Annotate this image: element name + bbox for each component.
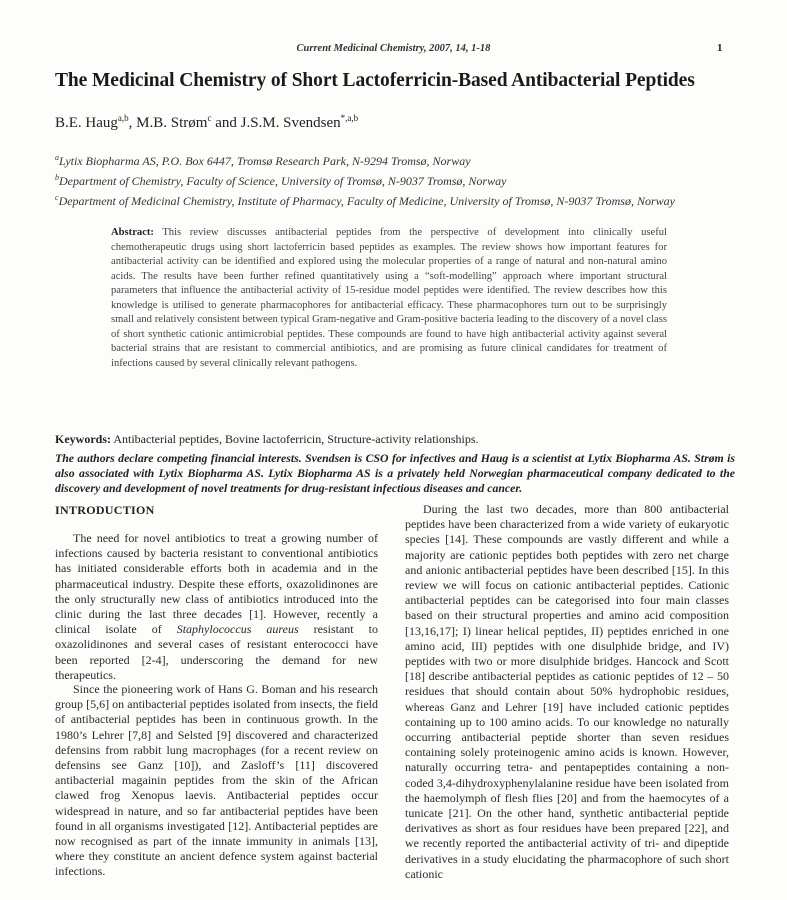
affiliation-mark: c [55, 193, 59, 202]
keywords-label: Keywords: [55, 432, 111, 446]
affiliation-mark: b [55, 173, 59, 182]
keywords [55, 432, 479, 447]
paragraph-text: During the last two decades, more than 800 antibacterial peptides have been characterized from a wide variety of eukaryotic species [14]. These compounds are vastly different and while a majority are cationic peptides both peptides with zero net charge and anionic antibacterial peptides have been described [15]. In this review we will focus on cationic antibacterial peptides. Cationic antibacterial peptides can be categorised into four main classes based on their structural properties and amino acid composition [13,16,17]; I) linear helical peptides, II) peptides enriched in one amino acid, III) peptides with one disulphide bridge, and IV) peptides with two or more disulphide bridges. Hancock and Scott [18] describe antibacterial peptides as cationic peptides of 12 – 50 residues that should contain about 50% hydrophobic residues, whereas Ganz and Lehrer [19] have included cationic peptides containing up to 100 amino acids. To our knowledge no naturally occurring antibacterial peptide shorter than seven residues containing solely proteinogenic amino acids is known. However, naturally occurring tetra- and pentapeptides containing a non-coded 3,4-dihydroxyphenylalanine residue have been isolated from the haemolymph of flesh flies [20] and from the haemocytes of a tunicate [21]. On the other hand, synthetic antibacterial peptide derivatives as short as four residues have been prepared [22], and we recently reported the antibacterial activity of tri- and dipeptide derivatives in a study elucidating the pharmacophore of such short cationic [405, 502, 729, 881]
affiliation [55, 150, 715, 170]
author-name: J.S.M. Svendsen [240, 115, 341, 131]
affiliation-mark: a [55, 153, 59, 162]
section-heading-introduction: INTRODUCTION [55, 503, 155, 517]
affiliation-text: Department of Chemistry, Faculty of Science, University of Tromsø, N-9037 Tromsø, Norway [59, 174, 507, 188]
author-separator: and [211, 115, 241, 131]
keywords-text: Antibacterial peptides, Bovine lactoferricin, Structure-activity relationships. [111, 432, 479, 446]
paragraph [55, 531, 378, 683]
author-separator: , [128, 115, 137, 131]
paragraph [405, 502, 729, 882]
paper-title: The Medicinal Chemistry of Short Lactoferricin-Based Antibacterial Peptides [55, 70, 695, 91]
author-name: B.E. Haug [55, 115, 118, 131]
paragraph-text: Since the pioneering work of Hans G. Boman and his research group [5,6] on antibacterial peptides isolated from insects, the field of antibacterial peptides has been in continuous growth. In the 1980’s Lehrer [7,8] and Selsted [9] discovered and characterized defensins from rabbit lung macrophages (for a recent review on defensins see Ganz [10]), and Zasloff’s [11] discovered antibacterial magainin peptides from the skin of the African clawed frog Xenopus laevis. Antibacterial peptides occur widespread in nature, and so far antibacterial peptides have been found in all organisms investigated [12]. Antibacterial peptides are now recognised as part of the innate immunity in animals [13], where they constitute an ancient defence system against bacterial infections. [55, 682, 378, 879]
affiliation-text: Lytix Biopharma AS, P.O. Box 6447, Tromsø Research Park, N-9294 Tromsø, Norway [59, 154, 471, 168]
abstract [111, 226, 667, 371]
journal-header: Current Medicinal Chemistry, 2007, 14, 1-18 [296, 43, 491, 54]
affiliation [55, 170, 715, 190]
author-name: M.B. Strøm [136, 115, 208, 131]
paragraph-text: resistant to oxazolidinones and several cases of resistant enterococci have been reported [2-4], underscoring the demand for new therapeutics. [55, 622, 378, 682]
author-affiliation-mark: c [207, 113, 212, 123]
paragraph-text: The need for novel antibiotics to treat a growing number of infections caused by bacteria resistant to conventional antibiotics has initiated considerable efforts both in academia and in the pharmaceutical industry. Despite these efforts, oxazolidinones are the only structurally new class of antibiotics introduced into the clinic during the last three decades [1]. However, recently a clinical isolate of [55, 531, 378, 637]
abstract-label: Abstract: [111, 227, 154, 238]
author-list [55, 113, 358, 132]
author-affiliation-mark: a,b [117, 113, 129, 123]
affiliation-text: Department of Medicinal Chemistry, Institute of Pharmacy, Faculty of Medicine, University of Tromsø, N-9037 Tromsø, Norway [58, 194, 675, 208]
abstract-text: This review discusses antibacterial peptides from the perspective of development into clinically useful chemotherapeutic drugs using short lactoferricin based peptides as examples. The review shows how important features for antibacterial activity can be identified and explored using the molecular properties of a range of natural and non-natural amino acids. The results have been further refined quantitatively using a “soft-modelling” approach where important structural parameters that influence the antibacterial activity of 15-residue model peptides were identified. The review describes how this knowledge is utilised to generate pharmacophores for antibacterial efficacy. These pharmacophores turn out to be surprisingly small and relatively consistent between typical Gram-negative and Gram-positive bacteria leading to the discovery of a novel class of short synthetic cationic antimicrobial peptides. These compounds are found to have high antibacterial activity against several bacterial strains that are resistant to commercial antibiotics, and are promising as future clinical candidates for treatment of infections caused by several clinically relevant pathogens. [111, 227, 667, 369]
affiliation [55, 190, 715, 210]
species-name: Staphylococcus aureus [176, 622, 299, 637]
competing-interests-statement: The authors declare competing financial interests. Svendsen is CSO for infectives and Haug is a scientist at Lytix Biopharma AS. Strøm is also associated with Lytix Biopharma AS. Lytix Biopharma AS is a privately held Norwegian pharmaceutical company dedicated to the discovery and development of novel treatments for drug-resistant infectious diseases and cancer. [55, 451, 735, 495]
page-number: 1 [717, 42, 723, 54]
paragraph [55, 682, 378, 880]
author-affiliation-mark: *,a,b [340, 113, 359, 123]
